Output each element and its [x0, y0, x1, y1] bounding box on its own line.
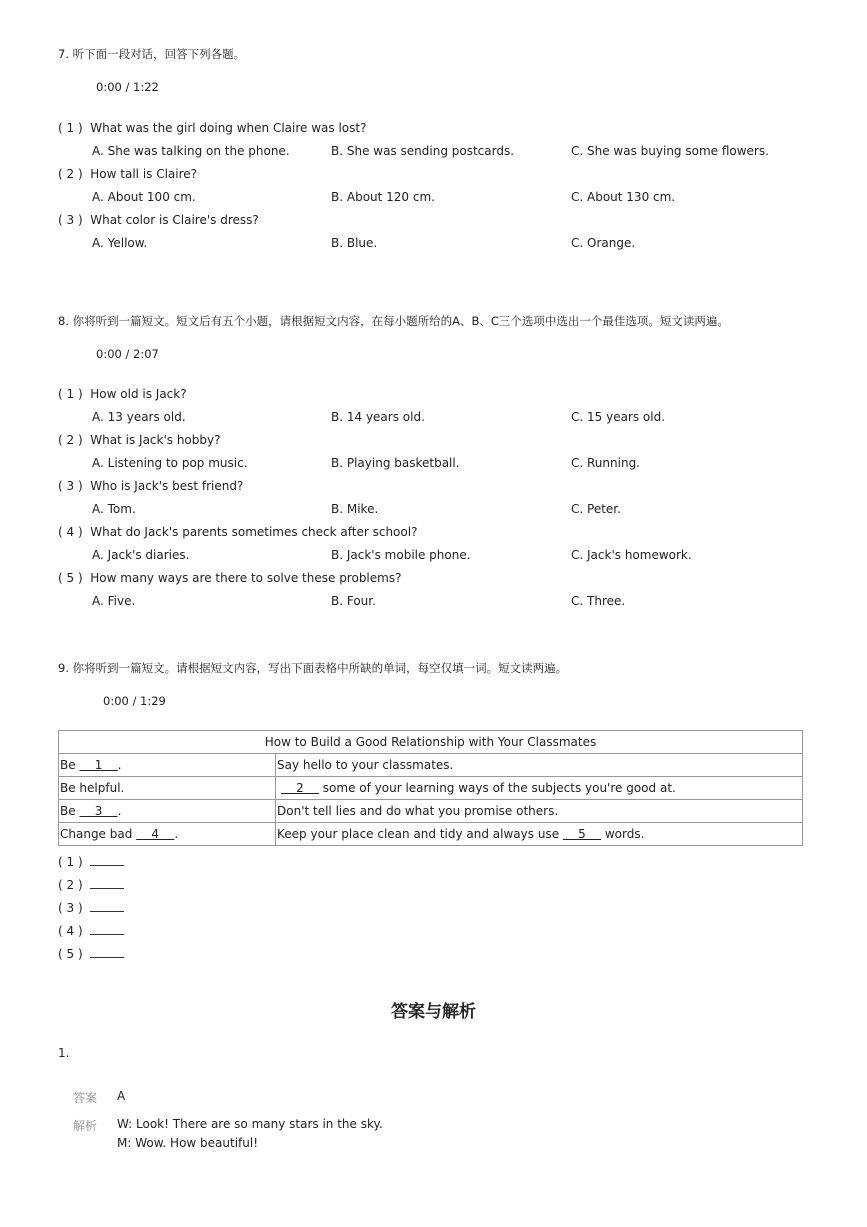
answer-value: A [117, 1089, 126, 1103]
table-row [59, 777, 803, 800]
option-b[interactable]: B. 14 years old. [331, 410, 425, 424]
table-cell [276, 823, 803, 846]
sub-question-text: What was the girl doing when Claire was lost? [90, 121, 367, 135]
answer-blank[interactable] [90, 855, 124, 866]
answer-blank[interactable] [90, 878, 124, 889]
table-cell [276, 800, 803, 823]
question-8-title: 8. 你将听到一篇短文。短文后有五个小题，请根据短文内容，在每小题所给的A、B、C三个选项中选出一个最佳选项。短文读两遍。 [58, 314, 729, 328]
option-a[interactable]: A. Yellow. [92, 236, 148, 250]
cell-text: Be [60, 758, 80, 772]
option-b[interactable]: B. Mike. [331, 502, 379, 516]
answer-section-heading: 答案与解析 [391, 1002, 476, 1022]
answer-number: ( 1 ) [58, 855, 83, 869]
option-c[interactable]: C. Peter. [571, 502, 621, 516]
cell-text: Be [60, 804, 80, 818]
sub-question-text: How tall is Claire? [90, 167, 198, 181]
audio-timer-q8[interactable]: 0:00 / 2:07 [96, 347, 159, 361]
answer-line-2[interactable] [58, 878, 124, 892]
sub-number: ( 4 ) [58, 525, 83, 539]
cell-text: Say hello to your classmates. [277, 758, 454, 772]
answer-number: ( 3 ) [58, 901, 83, 915]
option-c[interactable]: C. Running. [571, 456, 640, 470]
option-a[interactable]: A. She was talking on the phone. [92, 144, 290, 158]
cell-text: some of your learning ways of the subjects you're good at. [318, 781, 676, 795]
table-row [59, 800, 803, 823]
option-b[interactable]: B. Blue. [331, 236, 378, 250]
blank-1: 1 [79, 758, 118, 772]
option-c[interactable]: C. About 130 cm. [571, 190, 676, 204]
answer-number: ( 5 ) [58, 947, 83, 961]
option-b[interactable]: B. She was sending postcards. [331, 144, 515, 158]
answer-blank[interactable] [90, 901, 124, 912]
option-a[interactable]: A. Listening to pop music. [92, 456, 248, 470]
table-cell [59, 800, 276, 823]
table-cell [59, 754, 276, 777]
analysis-line: M: Wow. How beautiful! [117, 1136, 259, 1150]
option-c[interactable]: C. Orange. [571, 236, 636, 250]
sub-number: ( 3 ) [58, 479, 83, 493]
fill-in-table [58, 730, 803, 846]
answer-number: ( 2 ) [58, 878, 83, 892]
answer-label: 答案 [73, 1091, 98, 1105]
sub-number: ( 5 ) [58, 571, 83, 585]
option-a[interactable]: A. Five. [92, 594, 136, 608]
q8-sub1 [58, 387, 187, 401]
sub-number: ( 1 ) [58, 121, 83, 135]
sub-number: ( 2 ) [58, 433, 83, 447]
audio-timer-q7[interactable]: 0:00 / 1:22 [96, 80, 159, 94]
question-7-title: 7. 听下面一段对话，回答下列各题。 [58, 47, 246, 61]
analysis-label: 解析 [73, 1119, 98, 1133]
option-c[interactable]: C. Jack's homework. [571, 548, 692, 562]
answer-item-number: 1. [58, 1046, 70, 1060]
sub-number: ( 2 ) [58, 167, 83, 181]
answer-number: ( 4 ) [58, 924, 83, 938]
sub-question-text: What color is Claire's dress? [90, 213, 259, 227]
table-cell [59, 823, 276, 846]
cell-text: Change bad [60, 827, 137, 841]
analysis-line: W: Look! There are so many stars in the sky. [117, 1117, 383, 1131]
blank-4: 4 [136, 827, 175, 841]
table-cell [276, 754, 803, 777]
sub-question-text: How many ways are there to solve these problems? [90, 571, 402, 585]
q7-sub1 [58, 121, 366, 135]
option-c[interactable]: C. Three. [571, 594, 626, 608]
cell-text: . [117, 758, 122, 772]
cell-text: Don't tell lies and do what you promise others. [277, 804, 559, 818]
cell-text: . [174, 827, 179, 841]
question-9-title: 9. 你将听到一篇短文。请根据短文内容，写出下面表格中所缺的单词，每空仅填一词。短文读两遍。 [58, 661, 568, 675]
answer-line-1[interactable] [58, 855, 124, 869]
option-b[interactable]: B. About 120 cm. [331, 190, 435, 204]
table-cell [276, 777, 803, 800]
cell-text: words. [601, 827, 645, 841]
option-b[interactable]: B. Four. [331, 594, 376, 608]
sub-number: ( 3 ) [58, 213, 83, 227]
sub-question-text: Who is Jack's best friend? [90, 479, 244, 493]
option-b[interactable]: B. Playing basketball. [331, 456, 460, 470]
option-a[interactable]: A. Jack's diaries. [92, 548, 190, 562]
sub-question-text: How old is Jack? [90, 387, 187, 401]
option-b[interactable]: B. Jack's mobile phone. [331, 548, 471, 562]
option-a[interactable]: A. 13 years old. [92, 410, 186, 424]
answer-line-5[interactable] [58, 947, 124, 961]
option-c[interactable]: C. 15 years old. [571, 410, 666, 424]
table-row [59, 823, 803, 846]
q7-sub3 [58, 213, 259, 227]
cell-text: Keep your place clean and tidy and always use [277, 827, 563, 841]
q8-sub3 [58, 479, 243, 493]
cell-text: Be helpful. [60, 781, 125, 795]
q7-sub2 [58, 167, 197, 181]
table-row [59, 754, 803, 777]
cell-text: . [117, 804, 122, 818]
q8-sub5 [58, 571, 401, 585]
sub-question-text: What do Jack's parents sometimes check after school? [90, 525, 418, 539]
sub-number: ( 1 ) [58, 387, 83, 401]
answer-blank[interactable] [90, 924, 124, 935]
option-a[interactable]: A. About 100 cm. [92, 190, 196, 204]
blank-5: 5 [562, 827, 602, 841]
q8-sub2 [58, 433, 220, 447]
answer-line-4[interactable] [58, 924, 124, 938]
option-c[interactable]: C. She was buying some flowers. [571, 144, 769, 158]
q8-sub4 [58, 525, 417, 539]
answer-line-3[interactable] [58, 901, 124, 915]
option-a[interactable]: A. Tom. [92, 502, 136, 516]
table-cell [59, 777, 276, 800]
sub-question-text: What is Jack's hobby? [90, 433, 221, 447]
blank-3: 3 [79, 804, 118, 818]
audio-timer-q9[interactable]: 0:00 / 1:29 [103, 694, 166, 708]
table-title: How to Build a Good Relationship with Your Classmates [59, 731, 803, 754]
blank-2: 2 [280, 781, 319, 795]
answer-blank[interactable] [90, 947, 124, 958]
